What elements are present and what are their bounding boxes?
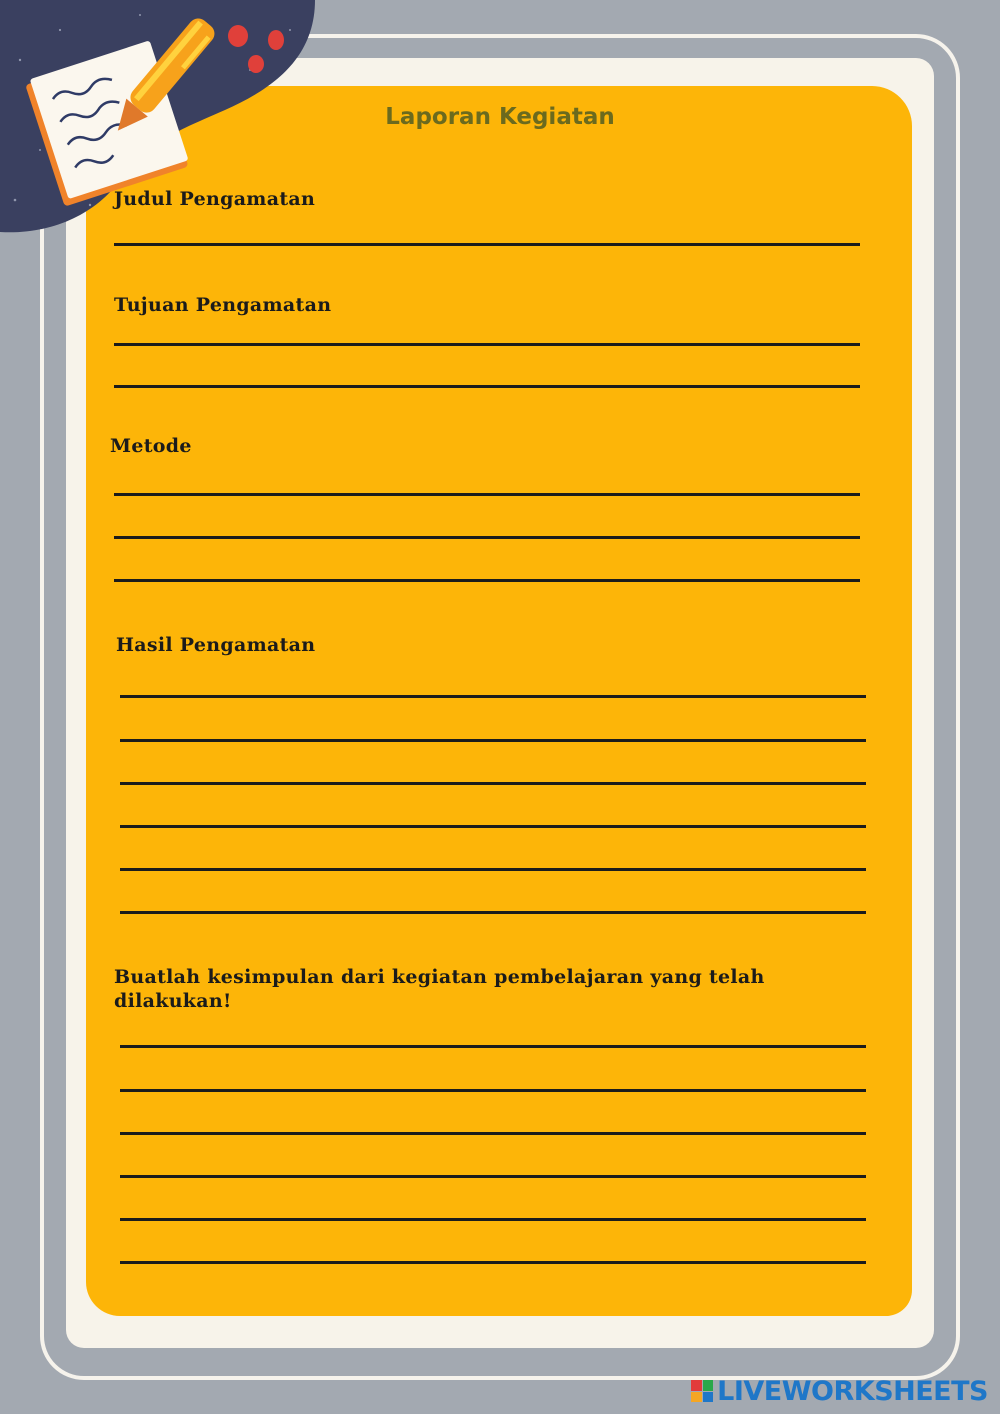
answer-line-kesimpulan-2[interactable] <box>120 1089 866 1092</box>
answer-line-metode-3[interactable] <box>114 579 860 582</box>
label-tujuan-pengamatan: Tujuan Pengamatan <box>114 294 332 316</box>
answer-line-tujuan-1[interactable] <box>114 343 860 346</box>
liveworksheets-logo-icon <box>691 1380 713 1402</box>
answer-line-tujuan-2[interactable] <box>114 385 860 388</box>
answer-line-judul-1[interactable] <box>114 243 860 246</box>
answer-line-kesimpulan-3[interactable] <box>120 1132 866 1135</box>
answer-line-hasil-3[interactable] <box>120 782 866 785</box>
answer-line-hasil-5[interactable] <box>120 868 866 871</box>
answer-line-kesimpulan-4[interactable] <box>120 1175 866 1178</box>
answer-line-metode-2[interactable] <box>114 536 860 539</box>
label-kesimpulan-prompt: Buatlah kesimpulan dari kegiatan pembelajaran yang telah dilakukan! <box>114 966 765 1012</box>
answer-line-hasil-6[interactable] <box>120 911 866 914</box>
answer-line-kesimpulan-1[interactable] <box>120 1045 866 1048</box>
answer-line-kesimpulan-5[interactable] <box>120 1218 866 1221</box>
label-judul-pengamatan: Judul Pengamatan <box>114 188 316 210</box>
liveworksheets-brand[interactable] <box>691 1376 988 1406</box>
page-title: Laporan Kegiatan <box>385 104 615 130</box>
answer-line-hasil-4[interactable] <box>120 825 866 828</box>
brand-name: LIVEWORKSHEETS <box>717 1375 988 1407</box>
answer-line-hasil-1[interactable] <box>120 695 866 698</box>
label-metode: Metode <box>110 435 192 457</box>
label-hasil-pengamatan: Hasil Pengamatan <box>116 634 316 656</box>
answer-line-hasil-2[interactable] <box>120 739 866 742</box>
answer-line-metode-1[interactable] <box>114 493 860 496</box>
answer-line-kesimpulan-6[interactable] <box>120 1261 866 1264</box>
